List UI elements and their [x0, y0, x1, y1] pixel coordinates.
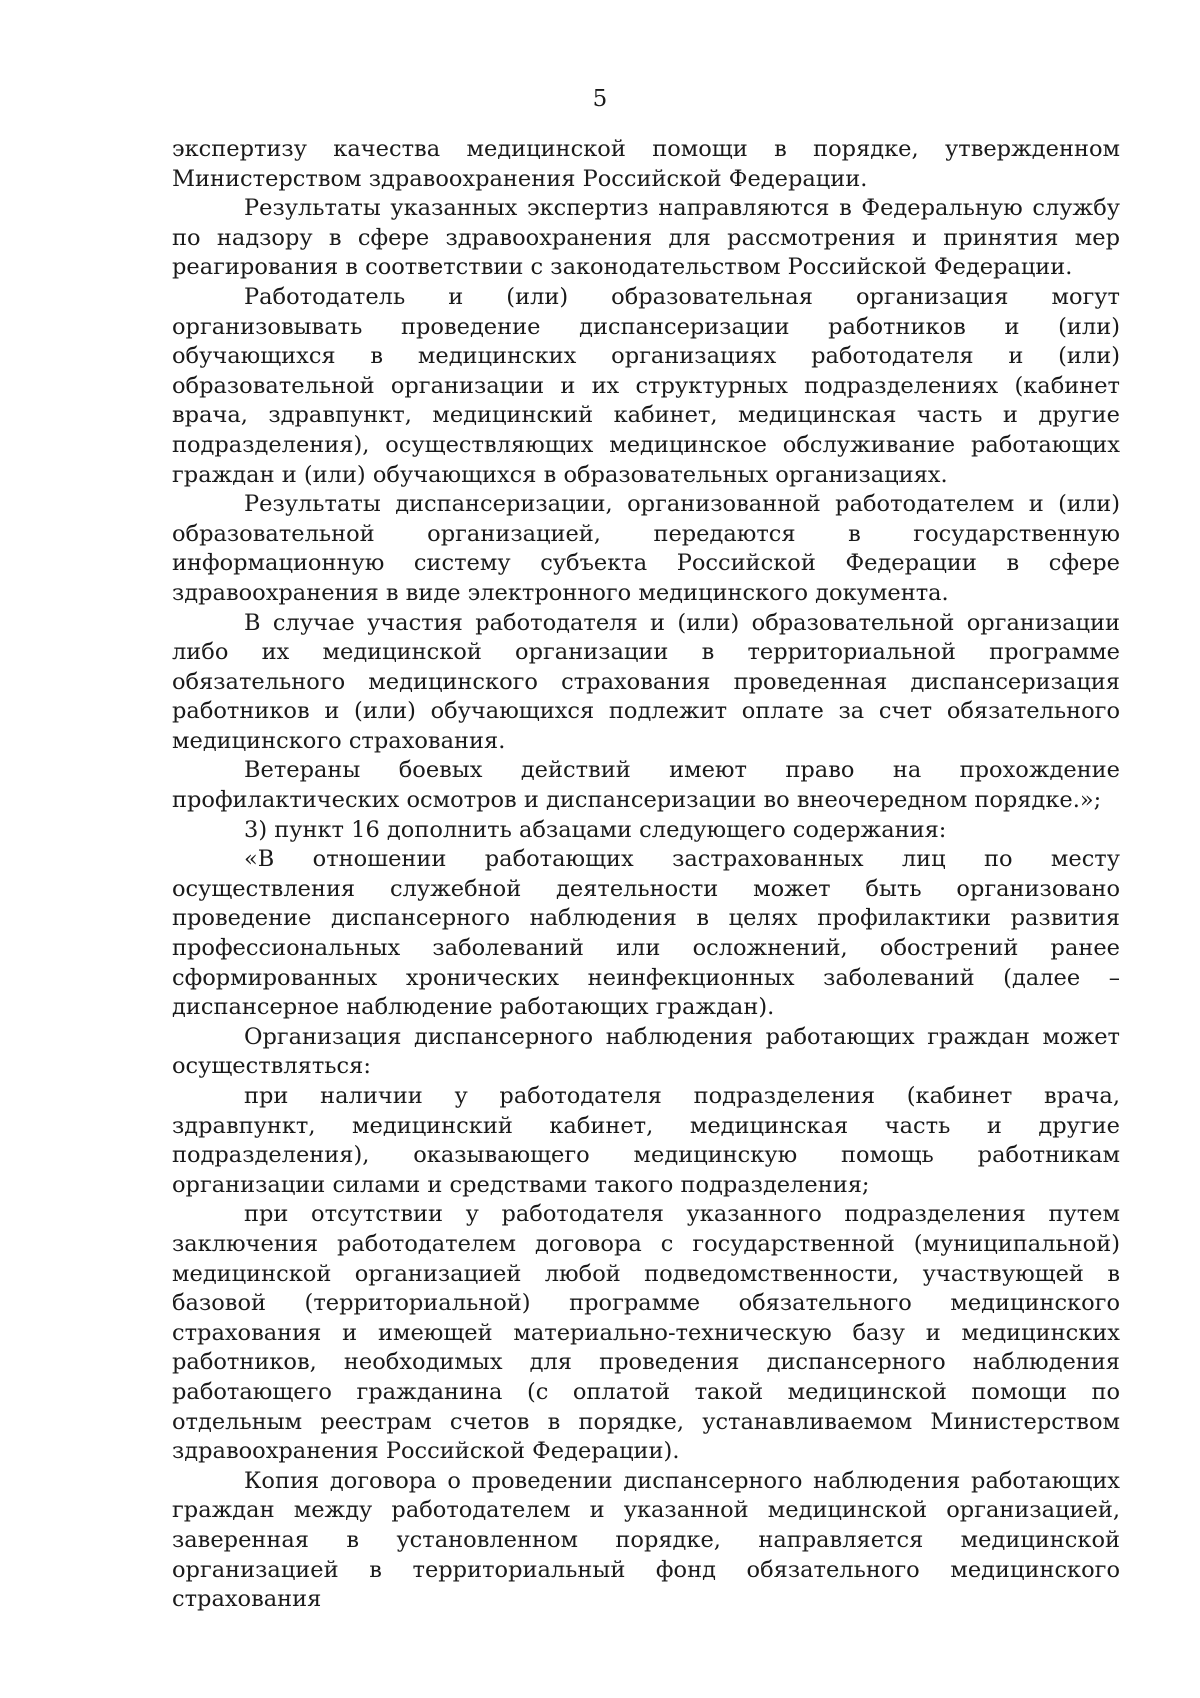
document-body [172, 135, 1120, 1615]
paragraph: Результаты указанных экспертиз направляются в Федеральную службу по надзору в сфере здравоохранения для рассмотрения и принятия мер реагирования в соответствии с законодательством Российской Федерации. [172, 195, 1120, 281]
page-number: 5 [592, 86, 608, 112]
paragraph-quoted: «В отношении работающих застрахованных лиц по месту осуществления служебной деятельности может быть организовано проведение диспансерного наблюдения в целях профилактики развития профессиональных заболеваний или осложнений, обострений ранее сформированных хронических неинфекционных заболеваний (далее – диспансерное наблюдение работающих граждан). [172, 846, 1120, 1021]
paragraph-list-item: 3) пункт 16 дополнить абзацами следующего содержания: [244, 816, 947, 843]
paragraph: Работодатель и (или) образовательная организация могут организовывать проведение диспансеризации работников и (или) обучающихся в медицинских организациях работодателя и (или) образовательной организации и их структурных подразделениях (кабинет врача, здравпункт, медицинский кабинет, медицинская часть и другие подразделения), осуществляющих медицинское обслуживание работающих граждан и (или) обучающихся в образовательных организациях. [172, 283, 1120, 488]
paragraph: Результаты диспансеризации, организованной работодателем и (или) образовательной организацией, передаются в государственную информационную систему субъекта Российской Федерации в сфере здравоохранения в виде электронного медицинского документа. [172, 491, 1120, 606]
paragraph: В случае участия работодателя и (или) образовательной организации либо их медицинской организации в территориальной программе обязательного медицинского страхования проведенная диспансеризация работников и (или) обучающихся подлежит оплате за счет обязательного медицинского страхования. [172, 609, 1120, 754]
paragraph-continues-next-page: Копия договора о проведении диспансерного наблюдения работающих граждан между работодателем и указанной медицинской организацией, заверенная в установленном порядке, направляется медицинской организацией в территориальный фонд обязательного медицинского страхования [172, 1467, 1120, 1613]
paragraph: при отсутствии у работодателя указанного подразделения путем заключения работодателем договора с государственной (муниципальной) медицинской организацией любой подведомственности, участвующей в базовой (территориальной) программе обязательного медицинского страхования и имеющей материально-техническую базу и медицинских работников, необходимых для проведения диспансерного наблюдения работающего гражданина (с оплатой такой медицинской помощи по отдельным реестрам счетов в порядке, устанавливаемом Министерством здравоохранения Российской Федерации). [172, 1201, 1120, 1465]
paragraph: Ветераны боевых действий имеют право на прохождение профилактических осмотров и диспансеризации во внеочередном порядке.»; [172, 757, 1120, 814]
paragraph: при наличии у работодателя подразделения (кабинет врача, здравпункт, медицинский кабинет, медицинская часть и другие подразделения), оказывающего медицинскую помощь работникам организации силами и средствами такого подразделения; [172, 1083, 1120, 1198]
paragraph: Организация диспансерного наблюдения работающих граждан может осуществляться: [172, 1023, 1120, 1080]
paragraph-continuation: экспертизу качества медицинской помощи в порядке, утвержденном Министерством здравоохранения Российской Федерации. [172, 136, 1120, 192]
